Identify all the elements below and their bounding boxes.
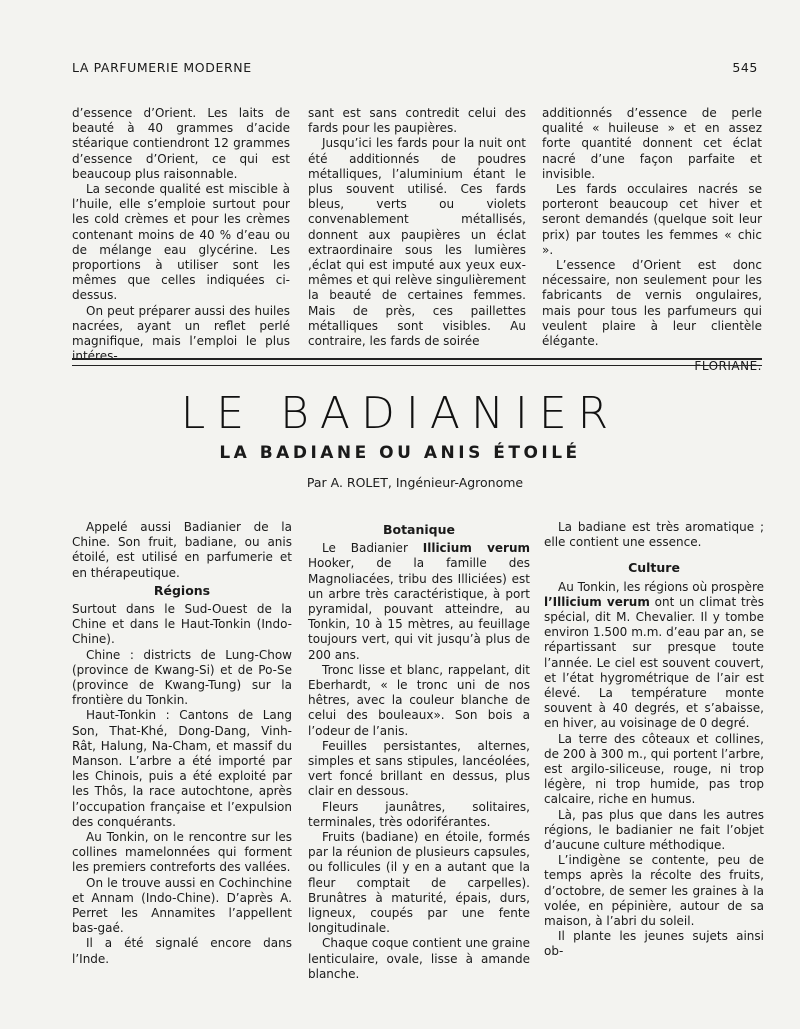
paragraph: sant est sans contredit celui des fards pour les paupières. [308,106,526,136]
journal-name: LA PARFUMERIE MODERNE [72,60,252,75]
heading-regions: Régions [153,582,211,598]
paragraph: d’essence d’Orient. Les laits de beauté à 40 grammes d’acide stéarique contiendront 12 grammes d’essence d’Orient, ce qui est beaucoup plus raisonnable. [72,106,290,181]
text-run: Hooker, de la famille des Magnoliacées, tribu des Illiciées) est un arbre très caractéristique, à port pyramidal, pouvant atteindre, au Tonkin, 10 à 15 mètres, au feuillage toujours vert, qui vit jusqu’à plus de 200 ans. [308,556,530,662]
paragraph: On peut préparer aussi des huiles nacrées, ayant un reflet perlé magnifique, mais l’emploi le plus intéres- [72,303,290,364]
section-divider [72,358,762,366]
paragraph: Il plante les jeunes sujets ainsi ob- [544,929,764,959]
species-name: Illicium verum [422,541,530,556]
paragraph: L’essence d’Orient est donc nécessaire, non seulement pour les fabricants de vernis ongulaires, mais pour tous les parfumeurs qui veulent plaire à leur clientèle élégante. [542,258,762,349]
paragraph [544,580,764,732]
paragraph: Chaque coque contient une graine lenticulaire, ovale, lisse à amande blanche. [308,936,530,981]
paragraph: additionnés d’essence de perle qualité « huileuse » et en assez forte quantité donnent cet éclat nacré d’une façon parfaite et invisible. [542,106,762,181]
paragraph: Fruits (badiane) en étoile, formés par la réunion de plusieurs capsules, ou follicules (il y en a autant que la fleur comptait de carpelles). Brunâtres à maturité, épais, durs, ligneux, coupés par une fente longitudinale. [308,830,530,936]
paragraph: Tronc lisse et blanc, rappelant, dit Eberhardt, « le tronc uni de nos hêtres, avec la couleur blanche de celui des bouleaux». Son bois a l’odeur de l’anis. [308,662,530,738]
paragraph: Haut-Tonkin : Cantons de Lang Son, That-Khé, Dong-Dang, Vinh-Rât, Halung, Na-Cham, et massif du Manson. L’arbre a été importé par les Chinois, puis a été exploité par les Thôs, la race autochtone, après l’occupation française et l’expulsion des conquérants. [72,708,292,829]
paragraph: Au Tonkin, on le rencontre sur les collines mamelonnées qui forment les premiers contreforts des vallées. [72,830,292,875]
paragraph: Fleurs jaunâtres, solitaires, terminales, très odoriférantes. [308,799,530,829]
paragraph: Les fards occulaires nacrés se porteront beaucoup cet hiver et seront demandés (quelque soit leur prix) par toutes les femmes « chic ». [542,182,762,257]
paragraph: Là, pas plus que dans les autres régions, le badianier ne fait l’objet d’aucune culture méthodique. [544,807,764,853]
running-header [72,60,758,75]
paragraph: La seconde qualité est miscible à l’huile, elle s’emploie surtout pour les cold crèmes et pour les crèmes contenant moins de 40 % d’eau ou de mélange eau glycérine. Les proportions à utiliser sont les mêmes que celles indiquées ci-dessus. [72,182,290,303]
text-run: Au Tonkin, les régions où prospère [558,579,764,594]
paragraph: Surtout dans le Sud-Ouest de la Chine et dans le Haut-Tonkin (Indo-Chine). [72,602,292,647]
text-run: ont un climat très spécial, dit M. Chevalier. Il y tombe environ 1.500 m.m. d’eau par an, se répartissant sur presque toute l’année. Le ciel est souvent couvert, et l’état hygrométrique de l’air est élevé. La température monte souvent à 40 degrés, et s’abaisse, en hiver, au voisinage de 0 degré. [544,594,764,731]
paragraph: Jusqu’ici les fards pour la nuit ont été additionnés de poudres métalliques, l’aluminium étant le plus souvent utilisé. Ces fards bleus, verts ou violets convenablement métallisés, donnent aux paupières un éclat extraordinaire sous les lumières ,éclat qui est imputé aux yeux eux-mêmes et qui relève singulièrement la beauté de certaines femmes. Mais de près, ces paillettes métalliques sont visibles. Au contraire, les fards de soirée [308,136,526,349]
paragraph: Il a été signalé encore dans l’Inde. [72,936,292,966]
article-byline: Par A. ROLET, Ingénieur-Agronome [306,475,524,490]
page-number: 545 [732,60,758,75]
previous-article-column-3 [542,106,762,374]
paragraph [308,541,530,663]
article-subtitle: LA BADIANE OU ANIS ÉTOILÉ [219,443,581,463]
previous-article-column-2 [308,106,526,349]
heading-culture: Culture [628,560,680,576]
paragraph: L’indigène se contente, peu de temps après la récolte des fruits, d’octobre, de semer les graines à la volée, en pépinière, autour de sa maison, à l’abri du soleil. [544,853,764,929]
paragraph: La terre des côteaux et collines, de 200 à 300 m., qui portent l’arbre, est argilo-siliceuse, rouge, ni trop légère, ni trop humide, pas trop calcaire, riche en humus. [544,731,764,807]
paragraph: Appelé aussi Badianier de la Chine. Son fruit, badiane, ou anis étoilé, est utilisé en parfumerie et en thérapeutique. [72,520,292,580]
heading-botanique: Botanique [382,522,456,537]
article-title: LE BADIANIER [180,388,620,439]
article-column-1 [72,520,292,967]
species-name: l’Illicium verum [544,594,650,609]
previous-article-column-1 [72,106,290,364]
paragraph: La badiane est très aromatique ; elle contient une essence. [544,520,764,550]
paragraph: Chine : districts de Lung-Chow (province de Kwang-Si) et de Po-Se (province de Kwang-Tung) sur la frontière du Tonkin. [72,647,292,708]
paragraph: Feuilles persistantes, alternes, simples et sans stipules, lancéolées, vert foncé brillant en dessus, plus clair en dessous. [308,738,530,799]
article-column-3 [544,520,764,960]
text-run: Le Badianier [322,541,423,556]
article-column-2 [308,520,530,982]
author-signature: FLORIANE. [694,359,762,374]
paragraph: On le trouve aussi en Cochinchine et Annam (Indo-Chine). D’après A. Perret les Annamites l’appellent bas-gaé. [72,875,292,936]
